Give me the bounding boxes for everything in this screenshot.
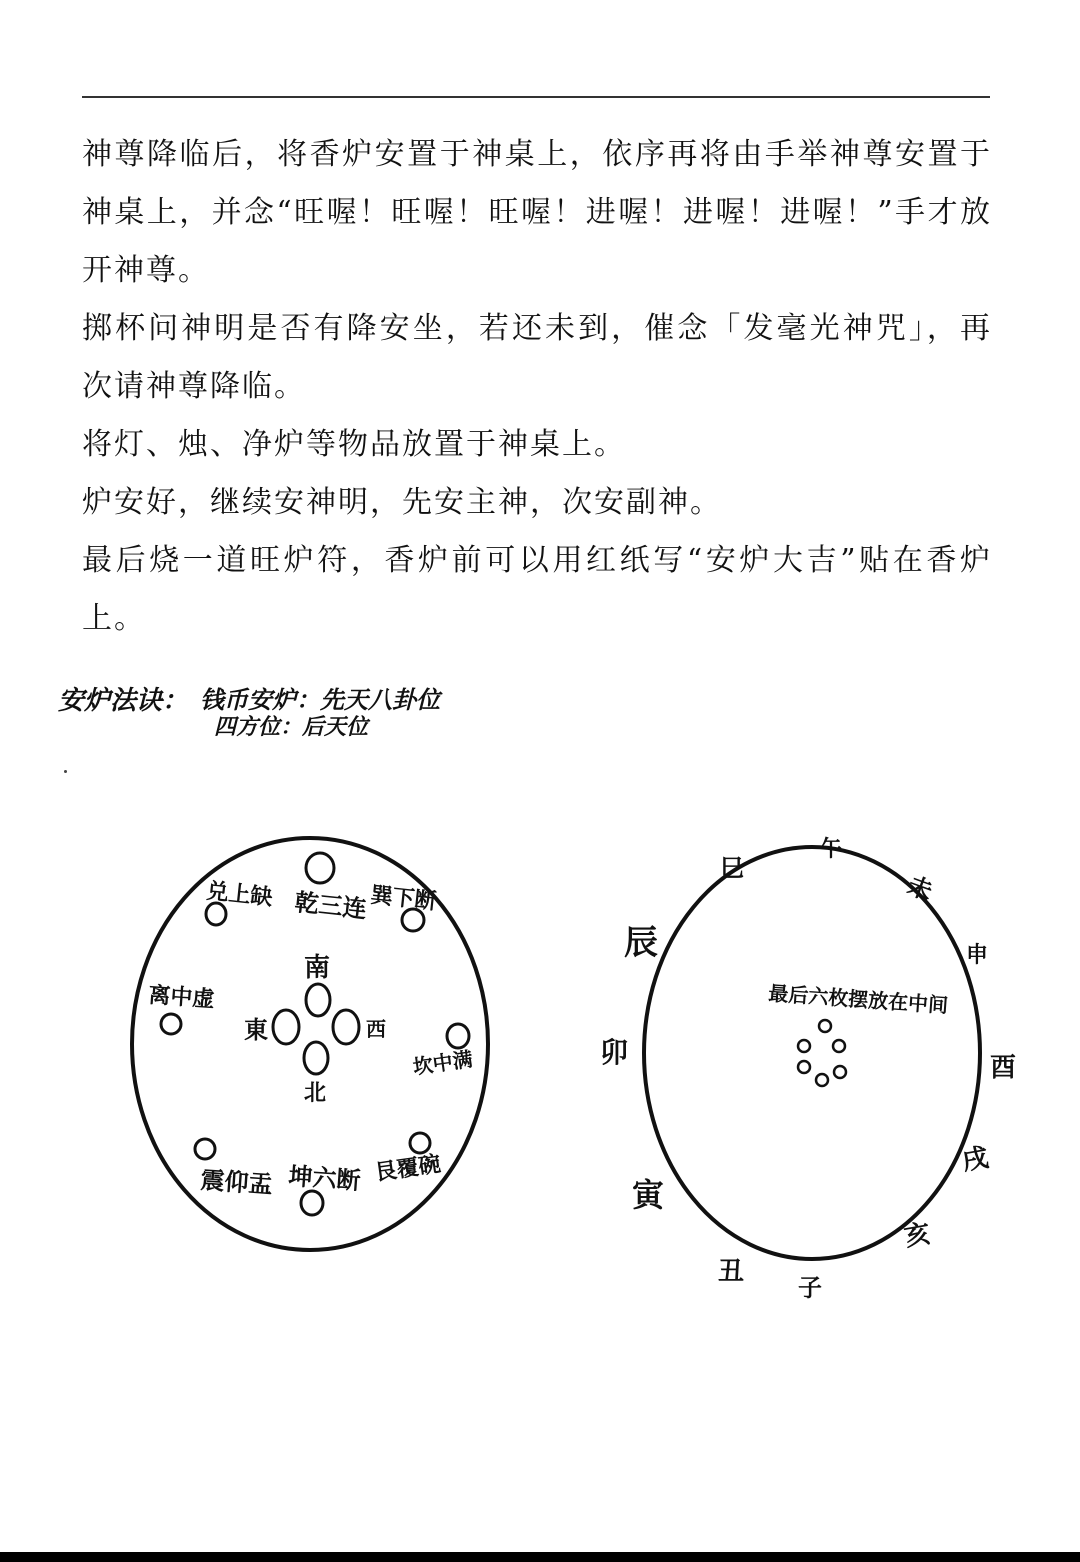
right-circle <box>644 847 980 1259</box>
branch-zi: 子 <box>798 1274 822 1302</box>
trigram-bottom-right: 艮覆碗 <box>373 1151 443 1186</box>
label-south-top: 南 <box>304 953 331 983</box>
branch-you: 酉 <box>990 1053 1017 1083</box>
coin-six-6 <box>816 1074 828 1086</box>
coin-center-east <box>273 1010 299 1044</box>
branch-shen: 申 <box>966 943 989 968</box>
paragraph-5: 最后烧一道旺炉符，香炉前可以用红纸写“安炉大吉”贴在香炉上。 <box>82 543 992 636</box>
branch-mao: 卯 <box>600 1036 629 1069</box>
coin-six-2 <box>798 1040 810 1052</box>
coin-bottom-left <box>195 1139 215 1159</box>
coin-center-west <box>333 1010 359 1044</box>
trigram-bottom: 坤六断 <box>287 1162 362 1196</box>
coin-center-south <box>304 1042 328 1074</box>
handwritten-note-title: 安炉法诀： <box>58 686 189 716</box>
coin-six-3 <box>833 1040 845 1052</box>
handwritten-note-line1: 钱币安炉：先天八卦位 <box>200 686 440 714</box>
paragraph-3: 将灯、烛、净炉等物品放置于神桌上。 <box>82 427 626 462</box>
coin-right <box>447 1024 469 1048</box>
trigram-top: 乾三连 <box>293 888 368 924</box>
coin-top-left <box>206 903 226 925</box>
trigram-top-right: 巽下断 <box>369 883 438 915</box>
label-east: 東 <box>244 1016 268 1044</box>
branch-wei: 未 <box>903 871 937 906</box>
trigram-right: 坎中满 <box>411 1046 475 1079</box>
branch-xu: 戌 <box>960 1142 991 1177</box>
coin-top <box>306 853 334 883</box>
paragraph-1: 神尊降临后，将香炉安置于神桌上，依序再将由手举神尊安置于神桌上，并念“旺喔！旺喔！旺喔！进喔！进喔！进喔！”手才放开神尊。 <box>82 137 992 288</box>
left-diagram <box>132 838 488 1250</box>
coin-left <box>161 1014 181 1034</box>
branch-si: 巳 <box>720 854 744 882</box>
coin-six-5 <box>834 1066 846 1078</box>
handwritten-note-line2: 四方位：后天位 <box>214 715 369 740</box>
branch-chou: 丑 <box>718 1257 745 1287</box>
bottom-bar <box>0 1552 1080 1562</box>
trigram-top-left: 兑上缺 <box>205 879 274 911</box>
label-north-bottom: 北 <box>304 1081 327 1106</box>
label-west: 西 <box>366 1017 386 1041</box>
right-diagram <box>600 836 1016 1302</box>
trigram-left: 离中虚 <box>147 983 216 1013</box>
coin-center-north <box>306 984 330 1016</box>
coin-bottom <box>301 1191 323 1215</box>
branch-chen: 辰 <box>624 923 658 963</box>
paragraph-2: 掷杯问神明是否有降安坐，若还未到，催念「发毫光神咒」，再次请神尊降临。 <box>82 311 992 404</box>
branch-yin: 寅 <box>632 1176 665 1214</box>
branch-wu: 午 <box>820 837 843 862</box>
coin-six-4 <box>798 1061 810 1073</box>
coin-six-1 <box>819 1020 831 1032</box>
branch-hai: 亥 <box>902 1218 933 1253</box>
trigram-bottom-left: 震仰盂 <box>199 1166 274 1200</box>
right-center-label: 最后六枚摆放在中间 <box>767 981 949 1018</box>
paragraph-4: 炉安好，继续安神明，先安主神，次安副神。 <box>82 485 722 520</box>
coin-bottom-right <box>410 1133 430 1153</box>
